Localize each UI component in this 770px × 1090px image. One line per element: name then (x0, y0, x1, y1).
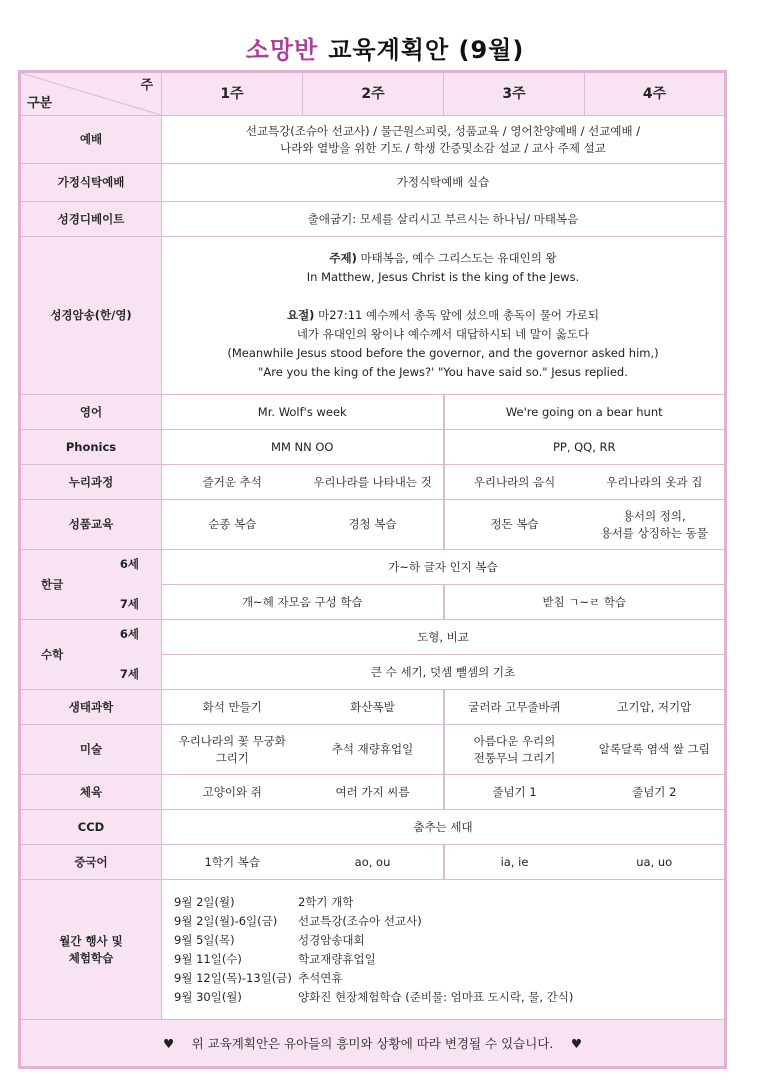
worship-line-1: 선교특강(조슈아 선교사) / 물근원스피릿, 성품교육 / 영어찬양예배 / 선교예배 / (245, 123, 641, 138)
science-week-1: 화석 만들기 (162, 690, 303, 725)
event-item (174, 893, 720, 912)
character-week-4 (585, 500, 726, 550)
event-text: 2학기 개학 (298, 894, 354, 909)
ccd-value: 춤추는 세대 (162, 810, 726, 845)
week-2-header: 2주 (303, 72, 444, 116)
family-worship-row (20, 164, 726, 202)
hangul-7-weeks-3-4: 받침 ㄱ~ㄹ 학습 (444, 585, 726, 620)
character-week-2: 경청 복습 (303, 500, 444, 550)
math-row-6 (20, 620, 726, 655)
memory-label: 성경암송(한/영) (20, 237, 162, 395)
memory-row (20, 237, 726, 395)
event-item (174, 969, 720, 988)
corner-week-label: 주 (140, 78, 153, 93)
art-label: 미술 (20, 725, 162, 775)
hangul-age-7: 7세 (119, 597, 139, 611)
hangul-age-6: 6세 (119, 557, 139, 571)
art-week-1 (162, 725, 303, 775)
footer-row (20, 1020, 726, 1068)
ccd-row (20, 810, 726, 845)
plan-title: 교육계획안 (9월) (328, 36, 525, 64)
chinese-week-3: ia, ie (444, 845, 585, 880)
art-week-3-line-2: 전통무늬 그리기 (473, 750, 556, 765)
event-text: 추석연휴 (298, 970, 343, 985)
memory-verse-kr-1: 마27:11 예수께서 총독 앞에 섰으매 총독이 물어 가로되 (318, 308, 600, 322)
art-week-2: 추석 재량휴업일 (303, 725, 444, 775)
science-week-3: 굴러라 고무줄바퀴 (444, 690, 585, 725)
art-week-3-line-1: 아름다운 우리의 (473, 733, 556, 748)
nuri-row (20, 465, 726, 500)
character-label: 성품교육 (20, 500, 162, 550)
event-item (174, 988, 720, 1007)
events-label (20, 880, 162, 1020)
science-label: 생태과학 (20, 690, 162, 725)
chinese-label: 중국어 (20, 845, 162, 880)
event-text: 양화진 현장체험학습 (준비물: 엄마표 도시락, 물, 간식) (298, 989, 574, 1004)
debate-value: 출애굽기: 모세를 살리시고 부르시는 하나님/ 마태복음 (162, 202, 726, 237)
footer-text: 위 교육계획안은 유아들의 흥미와 상황에 따라 변경될 수 있습니다. (191, 1035, 554, 1051)
events-label-line-2: 체험학습 (68, 950, 114, 965)
character-row (20, 500, 726, 550)
ccd-label: CCD (20, 810, 162, 845)
header-corner (20, 72, 162, 116)
memory-theme-kr: 마태복음, 예수 그리스도는 유대인의 왕 (360, 251, 557, 265)
pe-row (20, 775, 726, 810)
character-week-4-line-2: 용서를 상징하는 동물 (600, 525, 708, 540)
pe-week-4: 줄넘기 2 (585, 775, 726, 810)
debate-label: 성경디베이트 (20, 202, 162, 237)
science-row (20, 690, 726, 725)
event-date: 9월 2일(월)-6일(금) (174, 913, 278, 928)
class-name: 소망반 (245, 36, 319, 64)
art-week-1-line-1: 우리나라의 꽃 무궁화 (178, 733, 286, 748)
english-row (20, 395, 726, 430)
debate-row (20, 202, 726, 237)
pe-week-2: 여러 가지 씨름 (303, 775, 444, 810)
memory-theme-label: 주제) (329, 251, 357, 265)
math-7-value: 큰 수 세기, 덧셈 뺄셈의 기초 (162, 655, 726, 690)
pe-week-3: 줄넘기 1 (444, 775, 585, 810)
memory-verse-label: 요절) (286, 308, 315, 322)
math-6-value: 도형, 비교 (162, 620, 726, 655)
pe-week-1: 고양이와 쥐 (162, 775, 303, 810)
event-text: 학교재량휴업일 (298, 951, 376, 966)
week-3-header: 3주 (444, 72, 585, 116)
week-4-header: 4주 (585, 72, 726, 116)
character-week-3: 정돈 복습 (444, 500, 585, 550)
art-week-3 (444, 725, 585, 775)
english-weeks-3-4: We're going on a bear hunt (444, 395, 726, 430)
memory-content (162, 237, 726, 395)
nuri-week-2: 우리나라를 나타내는 것 (303, 465, 444, 500)
nuri-week-1: 즐거운 추석 (162, 465, 303, 500)
event-text: 선교특강(조슈아 선교사) (298, 913, 422, 928)
page-title (0, 30, 770, 65)
memory-verse-en-1: (Meanwhile Jesus stood before the governor, and the governor asked him,) (227, 346, 659, 360)
event-item (174, 950, 720, 969)
memory-verse-en-2: "Are you the king of the Jews?' "You have said so." Jesus replied. (258, 365, 628, 379)
phonics-weeks-3-4: PP, QQ, RR (444, 430, 726, 465)
event-date: 9월 5일(목) (174, 932, 235, 947)
art-row (20, 725, 726, 775)
event-text: 성경암송대회 (298, 932, 365, 947)
events-list (162, 880, 726, 1020)
chinese-row (20, 845, 726, 880)
header-row (20, 72, 726, 116)
science-week-4: 고기압, 저기압 (585, 690, 726, 725)
nuri-label: 누리과정 (20, 465, 162, 500)
chinese-week-2: ao, ou (303, 845, 444, 880)
family-worship-value: 가정식탁예배 실습 (162, 164, 726, 202)
heart-icon: ♥ (162, 1035, 175, 1051)
character-week-4-line-1: 용서의 정의, (622, 508, 686, 523)
math-label: 수학 (41, 647, 64, 661)
phonics-label: Phonics (20, 430, 162, 465)
memory-verse-kr-2: 네가 유대인의 왕이냐 예수께서 대답하시되 네 말이 옳도다 (296, 327, 590, 341)
hangul-6-value: 가~하 글자 인지 복습 (162, 550, 726, 585)
worship-content (162, 116, 726, 164)
event-date: 9월 30일(월) (174, 989, 242, 1004)
worship-row (20, 116, 726, 164)
nuri-week-3: 우리나라의 음식 (444, 465, 585, 500)
events-label-line-1: 월간 행사 및 (59, 933, 123, 948)
worship-line-2: 나라와 열방을 위한 기도 / 학생 간증및소감 설교 / 교사 주제 설교 (280, 140, 606, 155)
nuri-week-4: 우리나라의 옷과 집 (585, 465, 726, 500)
events-row (20, 880, 726, 1020)
week-1-header: 1주 (162, 72, 303, 116)
worship-label: 예배 (20, 116, 162, 164)
event-date: 9월 11일(수) (174, 951, 242, 966)
hangul-row-6 (20, 550, 726, 585)
hangul-label: 한글 (41, 577, 64, 591)
hangul-label-cell (20, 550, 162, 620)
pe-label: 체육 (20, 775, 162, 810)
hangul-7-weeks-1-2: 개~헤 자모음 구성 학습 (162, 585, 444, 620)
english-weeks-1-2: Mr. Wolf's week (162, 395, 444, 430)
event-date: 9월 12일(목)-13일(금) (174, 970, 292, 985)
chinese-week-4: ua, uo (585, 845, 726, 880)
memory-theme-en: In Matthew, Jesus Christ is the king of the Jews. (306, 270, 580, 284)
math-label-cell (20, 620, 162, 690)
english-label: 영어 (20, 395, 162, 430)
family-worship-label: 가정식탁예배 (20, 164, 162, 202)
event-item (174, 931, 720, 950)
event-date: 9월 2일(월) (174, 894, 235, 909)
phonics-weeks-1-2: MM NN OO (162, 430, 444, 465)
chinese-week-1: 1학기 복습 (162, 845, 303, 880)
character-week-1: 순종 복습 (162, 500, 303, 550)
math-age-7: 7세 (119, 667, 139, 681)
event-item (174, 912, 720, 931)
math-age-6: 6세 (119, 627, 139, 641)
phonics-row (20, 430, 726, 465)
footer-note (20, 1020, 726, 1068)
art-week-1-line-2: 그리기 (215, 750, 249, 765)
science-week-2: 화산폭발 (303, 690, 444, 725)
art-week-4: 알록달록 염색 쌀 그림 (585, 725, 726, 775)
heart-icon: ♥ (570, 1035, 583, 1051)
education-plan-table (18, 70, 727, 1069)
corner-category-label: 구분 (27, 96, 53, 111)
